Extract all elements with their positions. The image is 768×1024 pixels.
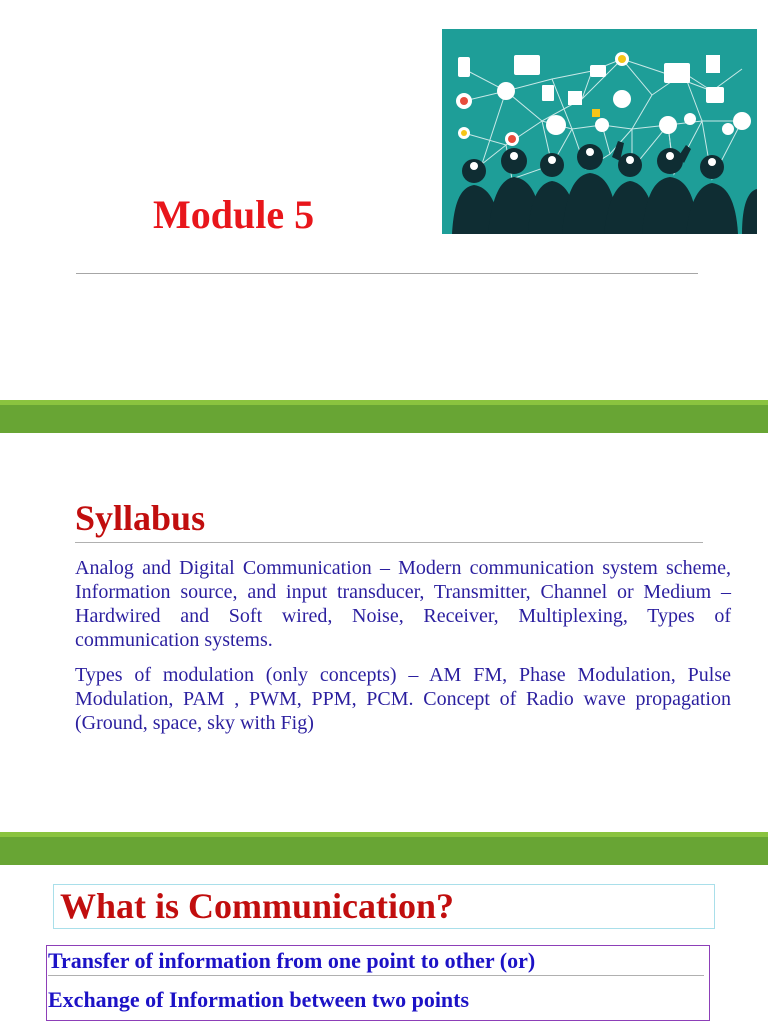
slide-separator xyxy=(0,400,768,433)
definition-line: Exchange of Information between two points xyxy=(48,987,470,1012)
definition-line: Transfer of information from one point to other (or) xyxy=(48,948,536,973)
definition-divider xyxy=(48,975,704,976)
slide-separator xyxy=(0,832,768,865)
title-divider xyxy=(76,273,698,274)
syllabus-heading: Syllabus xyxy=(75,498,206,538)
syllabus-paragraph: Analog and Digital Communication – Modern communication system scheme, Information source, and input transducer, Transmitter, Channel or Medium – Hardwired and Soft wired, Noise, Receiver, Multiplexing, Types of communication systems. xyxy=(75,557,731,651)
module-title: Module 5 xyxy=(153,192,315,237)
slide-module-title xyxy=(0,0,768,400)
communication-network-image xyxy=(442,29,757,234)
syllabus-divider xyxy=(75,542,703,543)
communication-heading: What is Communication? xyxy=(60,886,455,926)
syllabus-paragraph: Types of modulation (only concepts) – AM FM, Phase Modulation, Pulse Modulation, PAM , PWM, PPM, PCM. Concept of Radio wave propagation (Ground, space, sky with Fig) xyxy=(75,664,731,734)
